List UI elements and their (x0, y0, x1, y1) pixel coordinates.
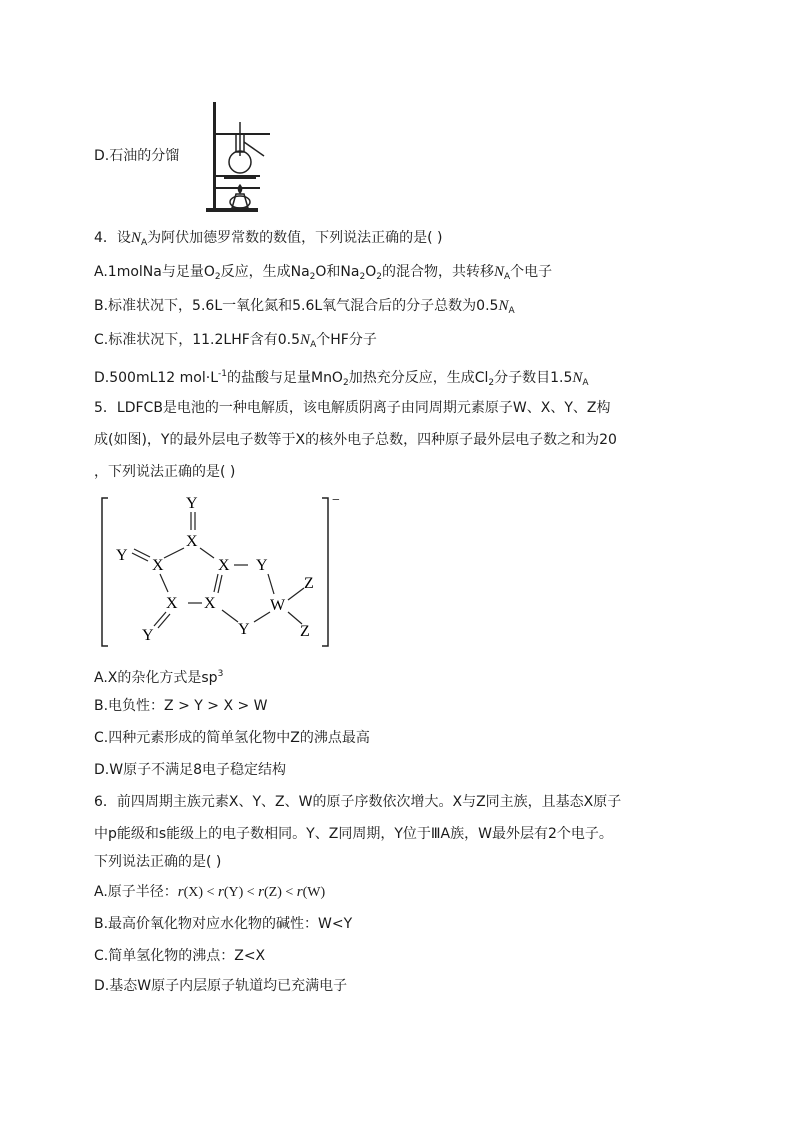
q5-stem-line1: 5．LDFCB是电池的一种电解质，该电解质阴离子由同周期元素原子W、X、Y、Z构 (94, 400, 611, 416)
atom-y-left: Y (116, 547, 128, 564)
subscript: 2 (309, 272, 316, 282)
q4-option-a (94, 262, 552, 287)
element-x: (X) (183, 885, 204, 900)
text-segment: A.原子半径： (94, 884, 178, 900)
subscript: 2 (214, 272, 221, 282)
less-than: < (281, 885, 297, 900)
text-segment: 分子数目1.5 (494, 370, 573, 386)
text-segment: 加热充分反应，生成Cl (348, 370, 489, 386)
q6-option-d: D.基态W原子内层原子轨道均已充满电子 (94, 978, 348, 994)
radius-symbol: r (258, 884, 264, 900)
element-w: (W) (302, 885, 326, 900)
superscript: 3 (217, 669, 224, 679)
subscript: 2 (376, 272, 382, 282)
text-segment: 反应，生成Na (220, 264, 310, 280)
distillation-apparatus-figure (200, 98, 280, 216)
atom-x-right: X (218, 557, 230, 574)
atom-y-bottom-left: Y (142, 627, 154, 644)
q4-option-b (94, 296, 515, 321)
text-segment: B.标准状况下，5.6L一氧化氮和5.6L氧气混合后的分子总数为0.5 (94, 298, 499, 314)
atom-x-left: X (152, 557, 164, 574)
atom-w: W (270, 597, 286, 614)
radius-symbol: r (177, 884, 184, 900)
q4-option-c (94, 330, 377, 355)
atom-y-right: Y (256, 557, 268, 574)
text-segment: A.X的杂化方式是sp (94, 670, 218, 686)
na-subscript: A (582, 378, 589, 388)
less-than: < (203, 885, 218, 900)
q6-option-c: C.简单氢化物的沸点：Z<X (94, 948, 266, 964)
q6-stem-line2: 中p能级和s能级上的电子数相同。Y、Z同周期，Y位于ⅢA族，W最外层有2个电子。 (94, 826, 613, 842)
atom-y-top: Y (186, 495, 198, 512)
radius-symbol: r (217, 884, 224, 900)
text-segment: A.1molNa与足量O (94, 264, 215, 280)
less-than: < (243, 885, 259, 900)
na-subscript: A (503, 272, 511, 282)
na-symbol: N (493, 264, 504, 280)
q6-stem-line3: 下列说法正确的是( ) (94, 854, 222, 870)
text-segment: 个HF分子 (316, 332, 377, 348)
na-symbol: N (130, 230, 141, 246)
text-segment: C.标准状况下，11.2LHF含有0.5 (94, 332, 301, 348)
q4-stem-prefix: 4．设 (94, 230, 131, 246)
na-symbol: N (572, 370, 583, 386)
text-segment: D.500mL12 mol·L (94, 370, 218, 386)
q5-option-a (94, 664, 223, 688)
anion-charge: − (332, 493, 340, 508)
q5-option-b: B.电负性：Z > Y > X > W (94, 698, 268, 714)
atom-x-bottom-right: X (204, 595, 216, 612)
na-subscript: A (310, 340, 317, 350)
na-symbol: N (300, 332, 311, 348)
element-z: (Z) (264, 885, 282, 900)
q4-option-d (94, 364, 589, 393)
q5-stem-line2: 成(如图)，Y的最外层电子数等于X的核外电子总数，四种原子最外层电子数之和为20 (94, 432, 617, 448)
atom-x-top: X (186, 533, 198, 550)
q4-stem-suffix: 为阿伏加德罗常数的数值，下列说法正确的是( ) (147, 230, 443, 246)
q3-option-d (94, 146, 179, 166)
text-segment: 的混合物，共转移 (381, 264, 494, 280)
superscript: -1 (218, 369, 227, 379)
atom-x-bottom-left: X (166, 595, 178, 612)
text-segment: O和Na (315, 264, 360, 280)
q6-option-b: B.最高价氧化物对应水化物的碱性：W<Y (94, 916, 353, 932)
element-y: (Y) (223, 885, 244, 900)
radius-symbol: r (296, 884, 303, 900)
text-segment: O (365, 264, 377, 280)
q4-stem (94, 228, 442, 253)
q6-stem-line1: 6．前四周期主族元素X、Y、Z、W的原子序数依次增大。X与Z同主族，且基态X原子 (94, 794, 622, 810)
na-symbol: N (498, 298, 509, 314)
atom-z-bottom: Z (300, 623, 310, 640)
anion-structure-figure (96, 490, 356, 652)
q6-option-a (94, 882, 325, 903)
atom-y-bottom: Y (238, 621, 250, 638)
q5-option-c: C.四种元素形成的简单氢化物中Z的沸点最高 (94, 730, 370, 746)
subscript: 2 (342, 378, 349, 388)
option-text: 石油的分馏 (109, 148, 180, 164)
q5-option-d: D.W原子不满足8电子稳定结构 (94, 762, 286, 778)
subscript: 2 (488, 378, 495, 388)
option-label: D. (94, 148, 110, 164)
subscript: 2 (359, 272, 366, 282)
q5-stem-line3: ，下列说法正确的是( ) (94, 464, 236, 480)
atom-z-top: Z (304, 575, 314, 592)
na-subscript: A (140, 238, 148, 248)
text-segment: 的盐酸与足量MnO (226, 370, 343, 386)
na-subscript: A (508, 306, 515, 316)
text-segment: 个电子 (510, 264, 553, 280)
